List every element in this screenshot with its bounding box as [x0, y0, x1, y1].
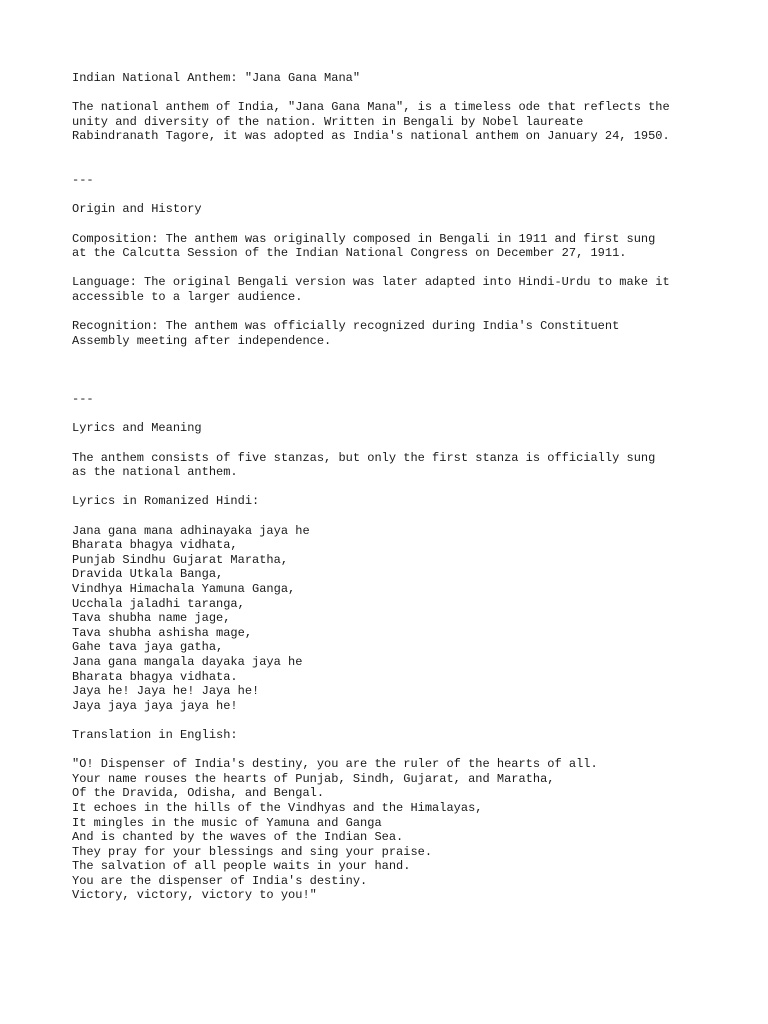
translation-line: Victory, victory, victory to you!" — [72, 888, 317, 903]
composition-line: Composition: The anthem was originally composed in Bengali in 1911 and first sung — [72, 231, 656, 246]
translation-line: Of the Dravida, Odisha, and Bengal. — [72, 786, 325, 801]
intro-line: The national anthem of India, "Jana Gana Mana", is a timeless ode that reflects the — [72, 100, 670, 115]
document-title: Indian National Anthem: "Jana Gana Mana" — [72, 71, 361, 85]
translation-line: It echoes in the hills of the Vindhyas and the Himalayas, — [72, 800, 483, 815]
lyric-line: Tava shubha ashisha mage, — [72, 625, 253, 640]
translation-line: And is chanted by the waves of the Indian Sea. — [72, 830, 404, 845]
language-line: Language: The original Bengali version was later adapted into Hindi-Urdu to make it — [72, 275, 670, 290]
lyric-line: Dravida Utkala Banga, — [72, 567, 224, 582]
translation-heading: Translation in English: — [72, 727, 238, 742]
lyric-line: Vindhya Himachala Yamuna Ganga, — [72, 582, 296, 596]
lyrics-heading: Lyrics and Meaning — [72, 421, 202, 436]
lyrics-intro-line: as the national anthem. — [72, 465, 238, 480]
language-paragraph — [72, 275, 712, 304]
lyric-line: Gahe tava jaya gatha, — [72, 640, 224, 655]
translation-line: The salvation of all people waits in your hand. — [72, 859, 411, 874]
lyric-line: Jaya jaya jaya jaya he! — [72, 698, 238, 713]
document-page — [72, 71, 712, 903]
intro-line: Rabindranath Tagore, it was adopted as India's national anthem on January 24, 1950. — [72, 129, 670, 144]
section-separator: --- — [72, 173, 94, 188]
translation-line: You are the dispenser of India's destiny. — [72, 873, 368, 888]
romanized-heading: Lyrics in Romanized Hindi: — [72, 494, 260, 509]
origin-heading: Origin and History — [72, 202, 202, 217]
lyric-line: Ucchala jaladhi taranga, — [72, 596, 245, 611]
lyric-line: Jana gana mangala dayaka jaya he — [72, 654, 303, 669]
lyric-line: Jaya he! Jaya he! Jaya he! — [72, 684, 260, 699]
language-line: accessible to a larger audience. — [72, 289, 303, 304]
lyric-line: Bharata bhagya vidhata, — [72, 538, 238, 553]
translation-line: "O! Dispenser of India's destiny, you are the ruler of the hearts of all. — [72, 757, 598, 772]
composition-line: at the Calcutta Session of the Indian National Congress on December 27, 1911. — [72, 246, 627, 261]
recognition-line: Recognition: The anthem was officially recognized during India's Constituent — [72, 319, 620, 334]
translation-line: It mingles in the music of Yamuna and Ganga — [72, 815, 382, 830]
translation-line: They pray for your blessings and sing your praise. — [72, 844, 433, 859]
intro-line: unity and diversity of the nation. Written in Bengali by Nobel laureate — [72, 114, 584, 129]
intro-paragraph — [72, 100, 712, 144]
recognition-paragraph — [72, 319, 712, 348]
lyric-line: Tava shubha name jage, — [72, 611, 231, 626]
composition-paragraph — [72, 232, 712, 261]
translation-text — [72, 757, 712, 903]
lyrics-intro-paragraph — [72, 451, 712, 480]
section-separator: --- — [72, 392, 94, 407]
recognition-line: Assembly meeting after independence. — [72, 333, 332, 348]
romanized-lyrics — [72, 524, 712, 714]
lyric-line: Jana gana mana adhinayaka jaya he — [72, 523, 310, 538]
lyric-line: Punjab Sindhu Gujarat Maratha, — [72, 552, 289, 567]
lyrics-intro-line: The anthem consists of five stanzas, but only the first stanza is officially sung — [72, 450, 656, 465]
lyric-line: Bharata bhagya vidhata. — [72, 669, 238, 684]
translation-line: Your name rouses the hearts of Punjab, Sindh, Gujarat, and Maratha, — [72, 771, 555, 786]
